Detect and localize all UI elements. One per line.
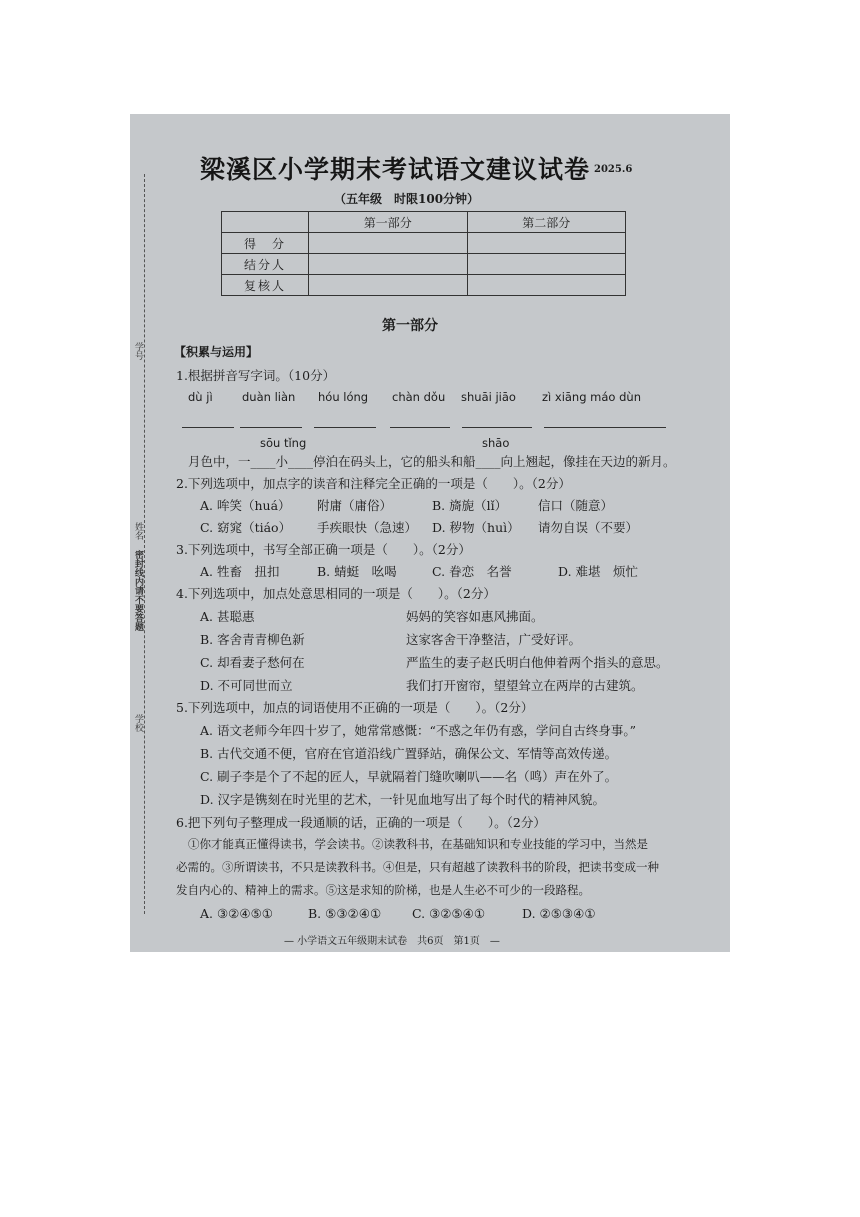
pinyin: dù jì bbox=[188, 390, 213, 404]
table-row bbox=[222, 275, 626, 296]
score-cell[interactable] bbox=[309, 233, 468, 254]
option[interactable]: A. 牲畜 扭扣 bbox=[200, 564, 280, 579]
score-cell[interactable] bbox=[309, 275, 468, 296]
q4-stem: 4.下列选项中，加点处意思相同的一项是（ ）。（2分） bbox=[176, 586, 496, 601]
q6-stem: 6.把下列句子整理成一段通顺的话，正确的一项是（ ）。（2分） bbox=[176, 815, 546, 830]
answer-blank[interactable] bbox=[182, 427, 234, 428]
table-cell bbox=[222, 212, 309, 233]
pinyin: shāo bbox=[482, 436, 510, 450]
option[interactable]: B. ⑤③②④① bbox=[308, 906, 382, 921]
section-title: 【积累与运用】 bbox=[174, 345, 259, 359]
option[interactable]: C. 窈窕（tiáo） bbox=[200, 520, 292, 535]
row-label: 复核人 bbox=[222, 275, 309, 296]
option-compare: 严监生的妻子赵氏明白他伸着两个指头的意思。 bbox=[406, 655, 669, 670]
option[interactable]: A. 甚聪惠 bbox=[200, 609, 255, 624]
option-compare: 我们打开窗帘，望望耸立在两岸的古建筑。 bbox=[406, 678, 644, 693]
student-number-label: 学号 bbox=[133, 342, 143, 360]
q5-stem: 5.下列选项中，加点的词语使用不正确的一项是（ ）。（2分） bbox=[176, 700, 534, 715]
q6-passage: 发自内心的、精神上的需求。⑤这是求知的阶梯，也是人生必不可少的一段路程。 bbox=[176, 883, 590, 897]
pinyin: hóu lóng bbox=[318, 390, 369, 404]
option[interactable]: D. ②⑤③④① bbox=[522, 906, 596, 921]
option[interactable]: C. 却看妻子愁何在 bbox=[200, 655, 305, 670]
row-label: 得 分 bbox=[222, 233, 309, 254]
q3-stem: 3.下列选项中，书写全部正确一项是（ ）。（2分） bbox=[176, 542, 471, 557]
table-row bbox=[222, 233, 626, 254]
page-footer: — 小学语文五年级期末试卷 共6页 第1页 — bbox=[284, 936, 500, 947]
answer-blank[interactable] bbox=[390, 427, 450, 428]
option[interactable]: C. 刷子李是个了不起的匠人，早就隔着门缝吹喇叭——名（鸣）声在外了。 bbox=[200, 769, 618, 784]
option[interactable]: D. 不可同世而立 bbox=[200, 678, 293, 693]
school-label: 学校 bbox=[133, 714, 143, 732]
option[interactable]: B. 蜻蜓 吆喝 bbox=[317, 564, 397, 579]
table-row bbox=[222, 212, 626, 233]
option[interactable]: D. 汉字是镌刻在时光里的艺术，一针见血地写出了每个时代的精神风貌。 bbox=[200, 792, 606, 807]
q1-stem: 1.根据拼音写字词。（10分） bbox=[176, 368, 336, 383]
answer-blank[interactable] bbox=[462, 427, 532, 428]
name-label: 姓名 bbox=[133, 522, 143, 540]
option[interactable]: D. 秽物（huì） bbox=[432, 520, 520, 535]
row-label: 结分人 bbox=[222, 254, 309, 275]
option-note: 信口（随意） bbox=[538, 498, 614, 513]
option[interactable]: C. ③②⑤④① bbox=[412, 906, 486, 921]
option[interactable]: B. 旖旎（lǐ） bbox=[432, 498, 508, 513]
option-compare: 妈妈的笑容如惠风拂面。 bbox=[406, 609, 544, 624]
q2-stem: 2.下列选项中，加点字的读音和注释完全正确的一项是（ ）。（2分） bbox=[176, 476, 571, 491]
seal-line bbox=[144, 174, 145, 914]
option[interactable]: A. ③②④⑤① bbox=[200, 906, 274, 921]
answer-blank[interactable] bbox=[544, 427, 666, 428]
table-header: 第一部分 bbox=[309, 212, 468, 233]
exam-date: 2025.6 bbox=[594, 164, 633, 175]
part-title: 第一部分 bbox=[382, 318, 438, 334]
option[interactable]: A. 哞笑（huá） bbox=[200, 498, 291, 513]
answer-blank[interactable] bbox=[314, 427, 376, 428]
option-compare: 这家客舍干净整洁，广受好评。 bbox=[406, 632, 582, 647]
option[interactable]: D. 难堪 烦忙 bbox=[558, 564, 639, 579]
table-header: 第二部分 bbox=[467, 212, 626, 233]
exam-paper bbox=[130, 114, 730, 952]
table-row bbox=[222, 254, 626, 275]
q6-passage: ①你才能真正懂得读书，学会读书。②读教科书，在基础知识和专业技能的学习中，当然是 bbox=[188, 837, 648, 851]
score-table bbox=[221, 211, 626, 296]
option-note: 请勿自误（不要） bbox=[538, 520, 639, 535]
score-cell[interactable] bbox=[467, 254, 626, 275]
pinyin: shuāi jiāo bbox=[461, 390, 516, 404]
exam-subtitle: （五年级 时限100分钟） bbox=[334, 192, 480, 206]
score-cell[interactable] bbox=[467, 275, 626, 296]
pinyin: sōu tǐng bbox=[260, 436, 307, 450]
pinyin: zì xiāng máo dùn bbox=[542, 390, 641, 404]
exam-title: 梁溪区小学期末考试语文建议试卷 bbox=[200, 155, 591, 184]
answer-blank[interactable] bbox=[240, 427, 302, 428]
q6-passage: 必需的。③所谓读书，不只是读教科书。④但是，只有超越了读教科书的阶段，把读书变成一种 bbox=[176, 860, 659, 874]
score-cell[interactable] bbox=[467, 233, 626, 254]
pinyin: chàn dǒu bbox=[392, 390, 446, 404]
option-note: 手疾眼快（急速） bbox=[317, 520, 418, 535]
option-note: 附庸（庸俗） bbox=[317, 498, 393, 513]
option[interactable]: C. 眷恋 名誉 bbox=[432, 564, 512, 579]
option[interactable]: B. 客舍青青柳色新 bbox=[200, 632, 305, 647]
pinyin: duàn liàn bbox=[242, 390, 296, 404]
score-cell[interactable] bbox=[309, 254, 468, 275]
q1-sentence: 月色中，一____小____停泊在码头上，它的船头和船____向上翘起，像挂在天边的新月。 bbox=[188, 454, 676, 469]
option[interactable]: A. 语文老师今年四十岁了，她常常感慨：“不惑之年仍有惑，学问自古终身事。” bbox=[200, 723, 637, 738]
option[interactable]: B. 古代交通不便，官府在官道沿线广置驿站，确保公文、军情等高效传递。 bbox=[200, 746, 618, 761]
seal-notice: 密封线内请不要答题 bbox=[133, 550, 143, 631]
